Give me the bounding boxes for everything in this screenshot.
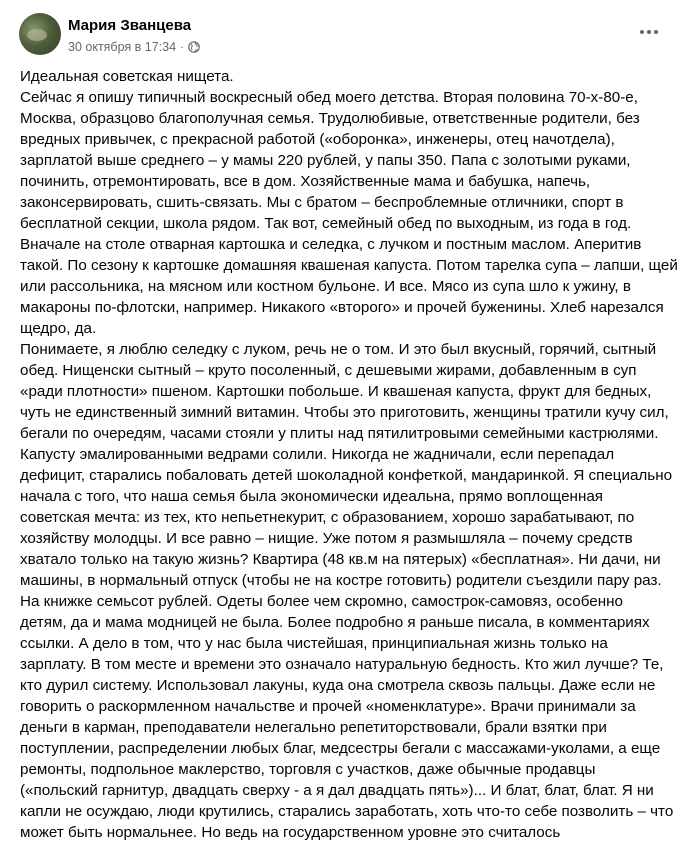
post-text-line: или рассольника, на мясном или костном бульоне. И все. Мясо из супа шло к ужину, в bbox=[20, 278, 631, 295]
avatar[interactable] bbox=[19, 13, 61, 55]
post-text-line: кто дурил систему. Использовал лакуны, куда она смотрела сквозь пальцы. Даже если не bbox=[20, 677, 656, 694]
post-text-line: Вначале на столе отварная картошка и селедка, с лучком и постным маслом. Аперитив bbox=[20, 236, 642, 253]
post-text-line: хозяйству молодцы. И все равно – нищие. Уже потом я размышляла – почему средств bbox=[20, 530, 633, 547]
post-text-line: советская мечта: из тех, кто непьетнекурит, с образованием, хорошо зарабатывают, по bbox=[20, 509, 635, 526]
post-text-line: Капусту эмалированными ведрами солили. Никогда не жадничали, если перепадал bbox=[20, 446, 615, 463]
post-text-line: машины, в нормальный отпуск (чтобы не на костре готовить) родители съездили пару раз. bbox=[20, 572, 662, 589]
post-text-line: такой. По сезону к картошке домашняя квашеная капуста. Потом тарелка супа – лапши, щей bbox=[20, 257, 678, 274]
post-text-line: чуть не единственный зимний витамин. Чтобы это приготовить, женщины тратили кучу сил, bbox=[20, 404, 669, 421]
post-text-line: законсервировать, сшить-связать. Мы с братом – беспроблемные отличники, спорт в bbox=[20, 194, 624, 211]
post-text-line: поступлении, распределении любых благ, медсестры бегали с массажами-уколами, а еще bbox=[20, 740, 661, 757]
post-text-line: начала с того, что наша семья была экономически идеальна, прямо воплощенная bbox=[20, 488, 604, 505]
post-text-line: капли не осуждаю, люди крутились, старались заработать, хоть что-то себе позволить – что bbox=[20, 803, 674, 820]
post-text-line: щедро, да. bbox=[20, 320, 97, 337]
post-text-line: может быть нормальнее. Но ведь на государственном уровне это считалось bbox=[20, 824, 561, 841]
post-date[interactable]: 30 октября в 17:34 bbox=[68, 40, 177, 54]
post-text-line: ссылки. А дело в том, что у нас была чистейшая, принципиальная жизнь только на bbox=[20, 635, 608, 652]
globe-icon[interactable] bbox=[188, 41, 200, 53]
post-text-line: Москва, образцово благополучная семья. Трудолюбивые, ответственные родители, без bbox=[20, 110, 640, 127]
post-text-line: ремонты, подпольное маклерство, торговля с участков, даже обычные продавцы bbox=[20, 761, 596, 778]
post-text-line: обед. Нищенски сытный – круто посоленный, с дешевыми жирами, добавленным в суп bbox=[20, 362, 637, 379]
post-text-line: детям, да и мама модницей не была. Более подробно я раньше писала, в комментариях bbox=[20, 614, 650, 631]
post-text-line: «ради плотности» пшеном. Картошки побольше. И квашеная капуста, фрукт для бедных, bbox=[20, 383, 652, 400]
author-name[interactable]: Мария Званцева bbox=[68, 17, 192, 34]
post-text-line: говорить о раскормленном начальстве и прочей «номенклатуре». Врачи принимали за bbox=[20, 698, 636, 715]
post-text-line: («польский гарнитур, двадцать сверху - а я дал двадцать пять»)... И блат, блат, блат. Я ни bbox=[20, 782, 654, 799]
meta-separator: · bbox=[180, 40, 185, 54]
post-text-line: зарплату. В том месте и времени это означало натуральную бедность. Кто жил лучше? Те, bbox=[20, 656, 664, 673]
post-text-line: хватало только на такую жизнь? Квартира (48 кв.м на пятерых) «бесплатная». Ни дачи, ни bbox=[20, 551, 661, 568]
post-text-line: деньги в карман, преподаватели нелегально репетиторствовали, брали взятки при bbox=[20, 719, 607, 736]
post-meta bbox=[68, 40, 200, 54]
post-text-line: Сейчас я опишу типичный воскресный обед моего детства. Вторая половина 70-х-80-е, bbox=[20, 89, 638, 106]
more-options-icon[interactable] bbox=[640, 26, 660, 38]
post-text-line: вредных привычек, с прекрасной работой («оборонка», инженеры, отец начотдела), bbox=[20, 131, 615, 148]
post-header bbox=[0, 0, 679, 64]
post-text-line: починить, отремонтировать, все в дом. Хозяйственные мама и бабушка, напечь, bbox=[20, 173, 591, 190]
post-text-line: Понимаете, я люблю селедку с луком, речь не о том. И это был вкусный, горячий, сытный bbox=[20, 341, 657, 358]
post-text-line: бегали по очередям, часами стояли у плиты над пятилитровыми семейными кастрюлями. bbox=[20, 425, 659, 442]
post-text-line: макароны по-флотски, например. Никакого «второго» и прочей буженины. Хлеб нарезался bbox=[20, 299, 664, 316]
post-text-line: дефицит, старались побаловать детей шоколадной конфеткой, мандаринкой. Я специально bbox=[20, 467, 673, 484]
post-text-line: На книжке семьсот рублей. Одеты более чем скромно, самострок-самовяз, особенно bbox=[20, 593, 623, 610]
post-text-line: зарплатой выше среднего – у мамы 220 рублей, у папы 350. Папа с золотыми руками, bbox=[20, 152, 631, 169]
post-text bbox=[20, 66, 678, 843]
post-text-line: Идеальная советская нищета. bbox=[20, 68, 234, 85]
post-text-line: бесплатной секции, школа рядом. Так вот, семейный обед по выходным, из года в год. bbox=[20, 215, 632, 232]
